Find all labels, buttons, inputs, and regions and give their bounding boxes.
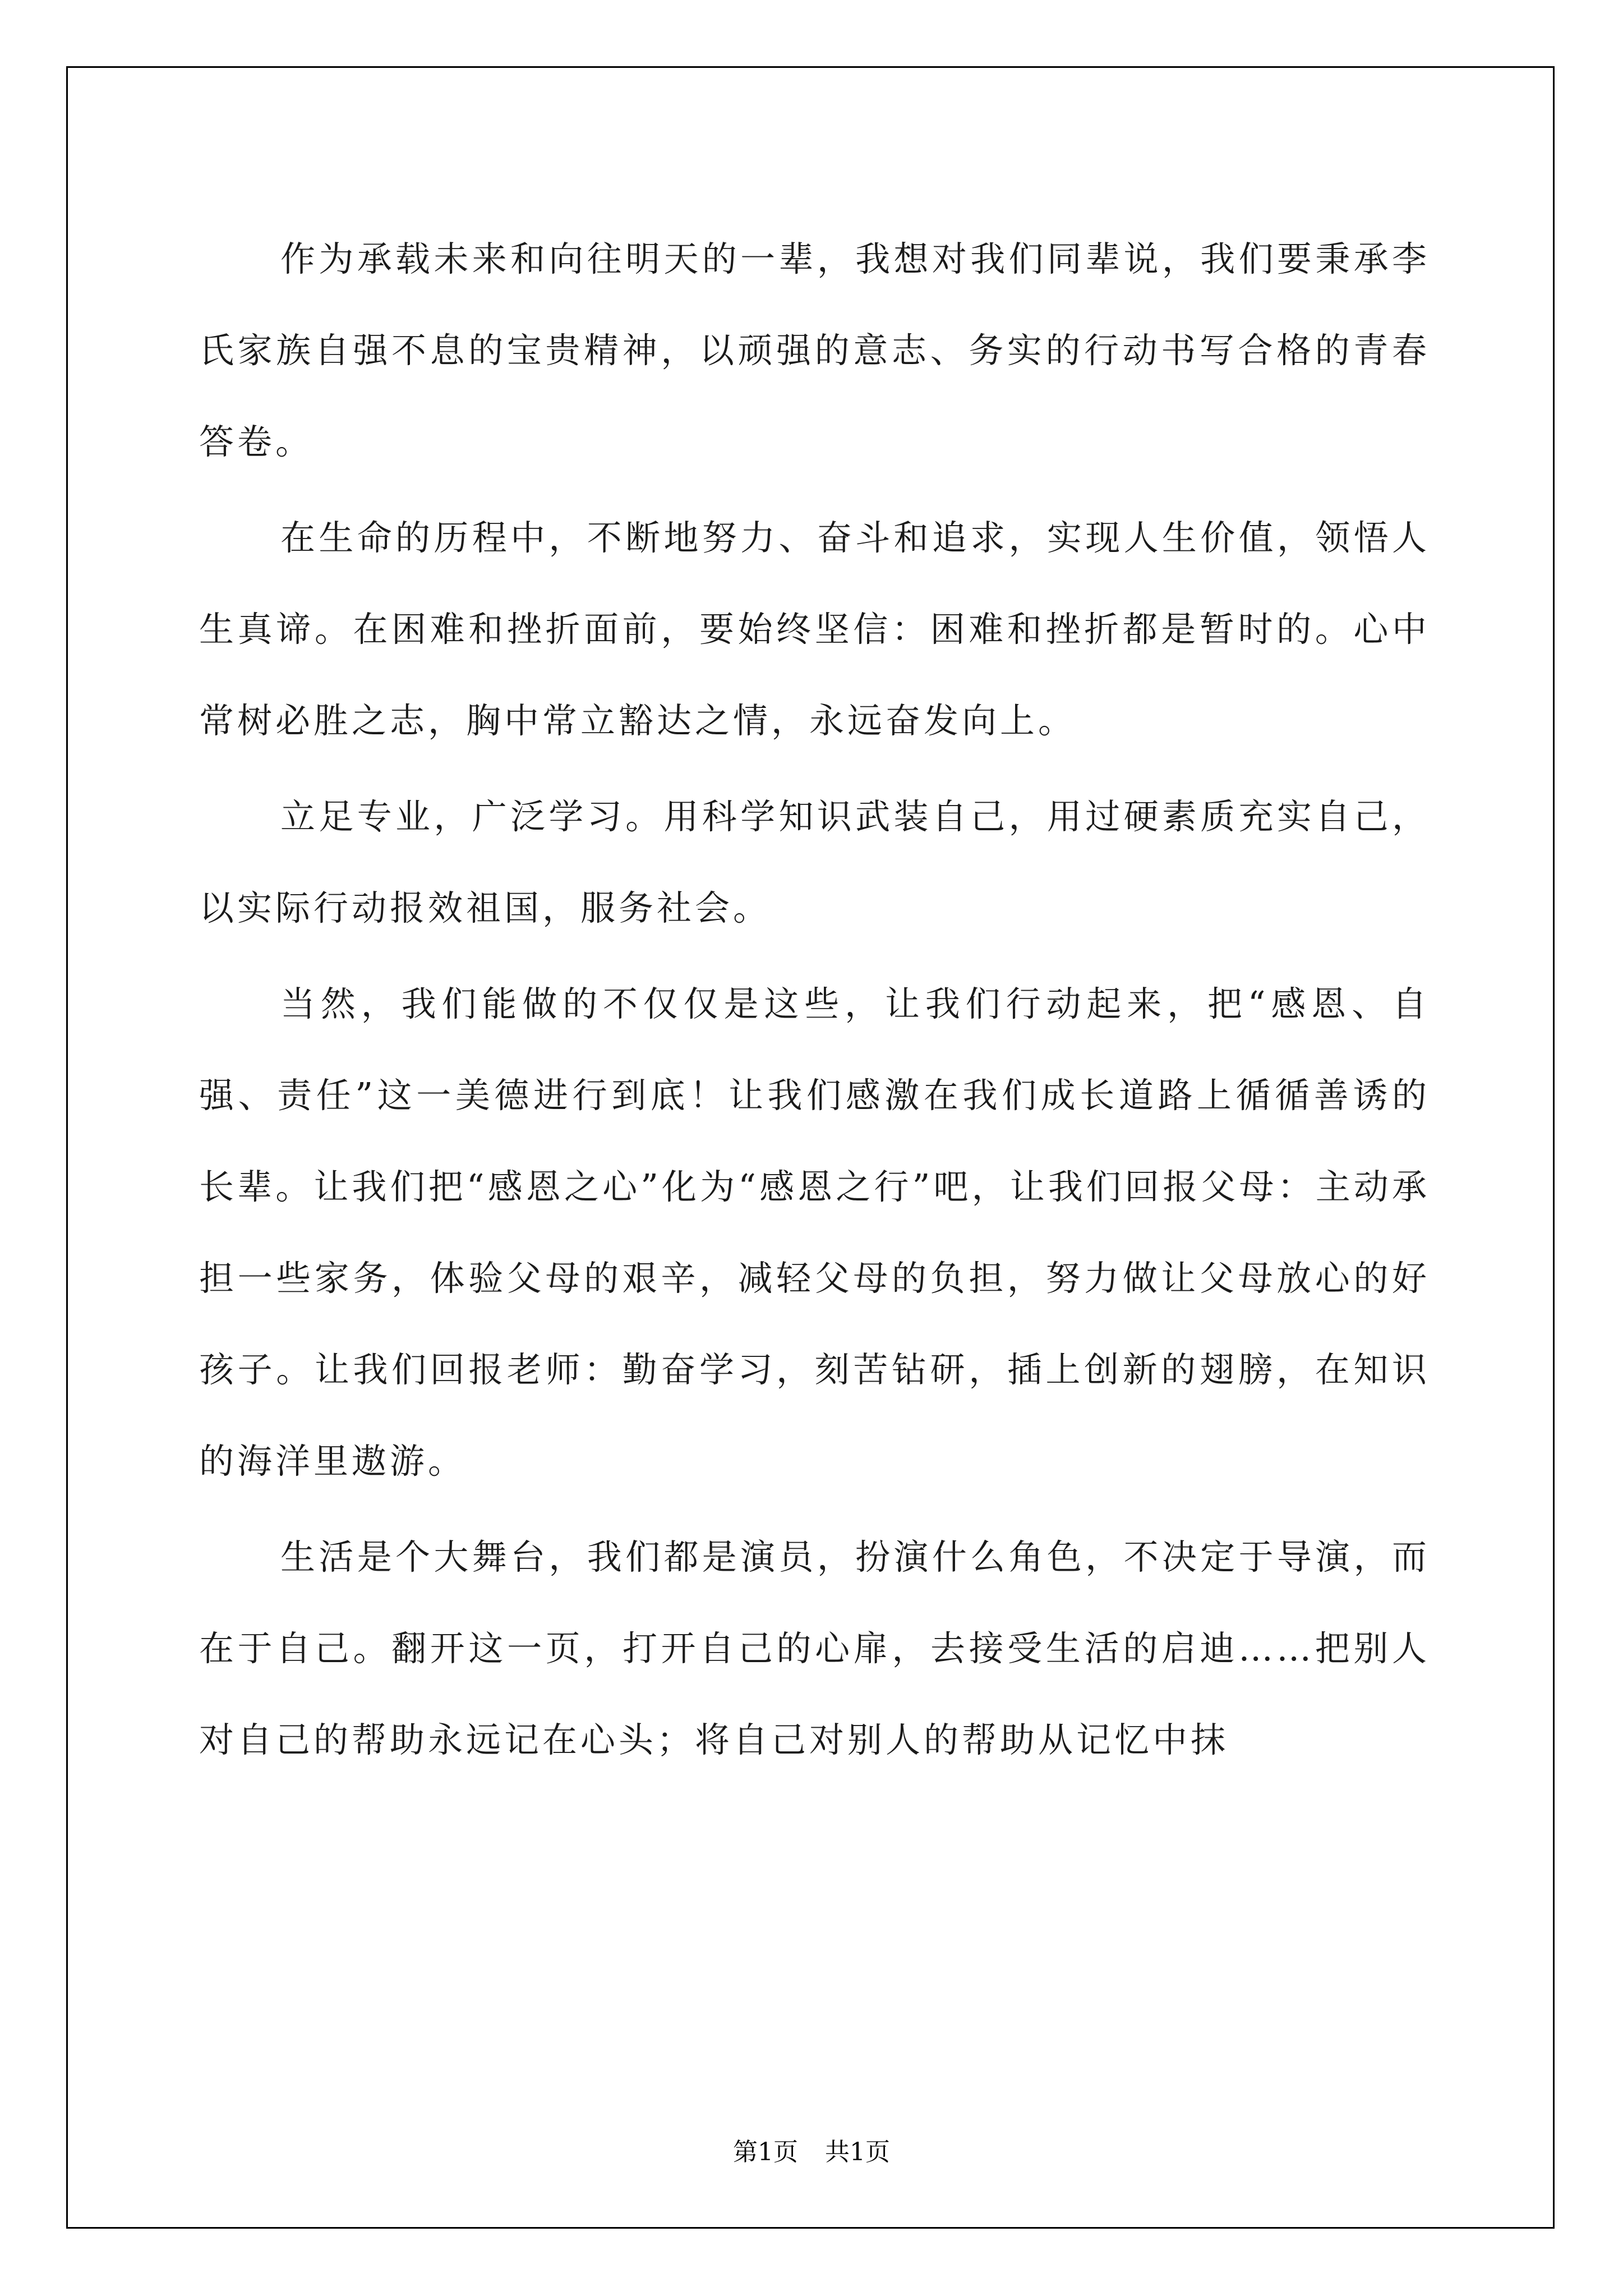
paragraph: 在生命的历程中，不断地努力、奋斗和追求，实现人生价值，领悟人生真谛。在困难和挫折面前，要始终坚信：困难和挫折都是暂时的。心中常树必胜之志，胸中常立豁达之情，永远奋发向上。 [199, 517, 1430, 741]
document-body [199, 213, 1430, 1786]
paragraph: 生活是个大舞台，我们都是演员，扮演什么角色，不决定于导演，而在于自己。翻开这一页，打开自己的心扉，去接受生活的启迪……把别人对自己的帮助永远记在心头；将自己对别人的帮助从记忆中抹 [199, 1536, 1430, 1760]
page-footer [0, 2132, 1623, 2168]
paragraph: 立足专业，广泛学习。用科学知识武装自己，用过硬素质充实自己，以实际行动报效祖国，服务社会。 [199, 796, 1430, 928]
paragraph: 当然，我们能做的不仅仅是这些，让我们行动起来，把“感恩、自强、责任”这一美德进行到底！让我们感激在我们成长道路上循循善诱的长辈。让我们把“感恩之心”化为“感恩之行”吧，让我们回报父母：主动承担一些家务，体验父母的艰辛，减轻父母的负担，努力做让父母放心的好孩子。让我们回报老师：勤奋学习，刻苦钻研，插上创新的翅膀，在知识的海洋里遨游。 [199, 983, 1430, 1481]
paragraph: 作为承载未来和向往明天的一辈，我想对我们同辈说，我们要秉承李氏家族自强不息的宝贵精神，以顽强的意志、务实的行动书写合格的青春答卷。 [199, 238, 1430, 462]
page-number: 第1页 [733, 2138, 798, 2166]
page-total: 共1页 [825, 2138, 890, 2166]
